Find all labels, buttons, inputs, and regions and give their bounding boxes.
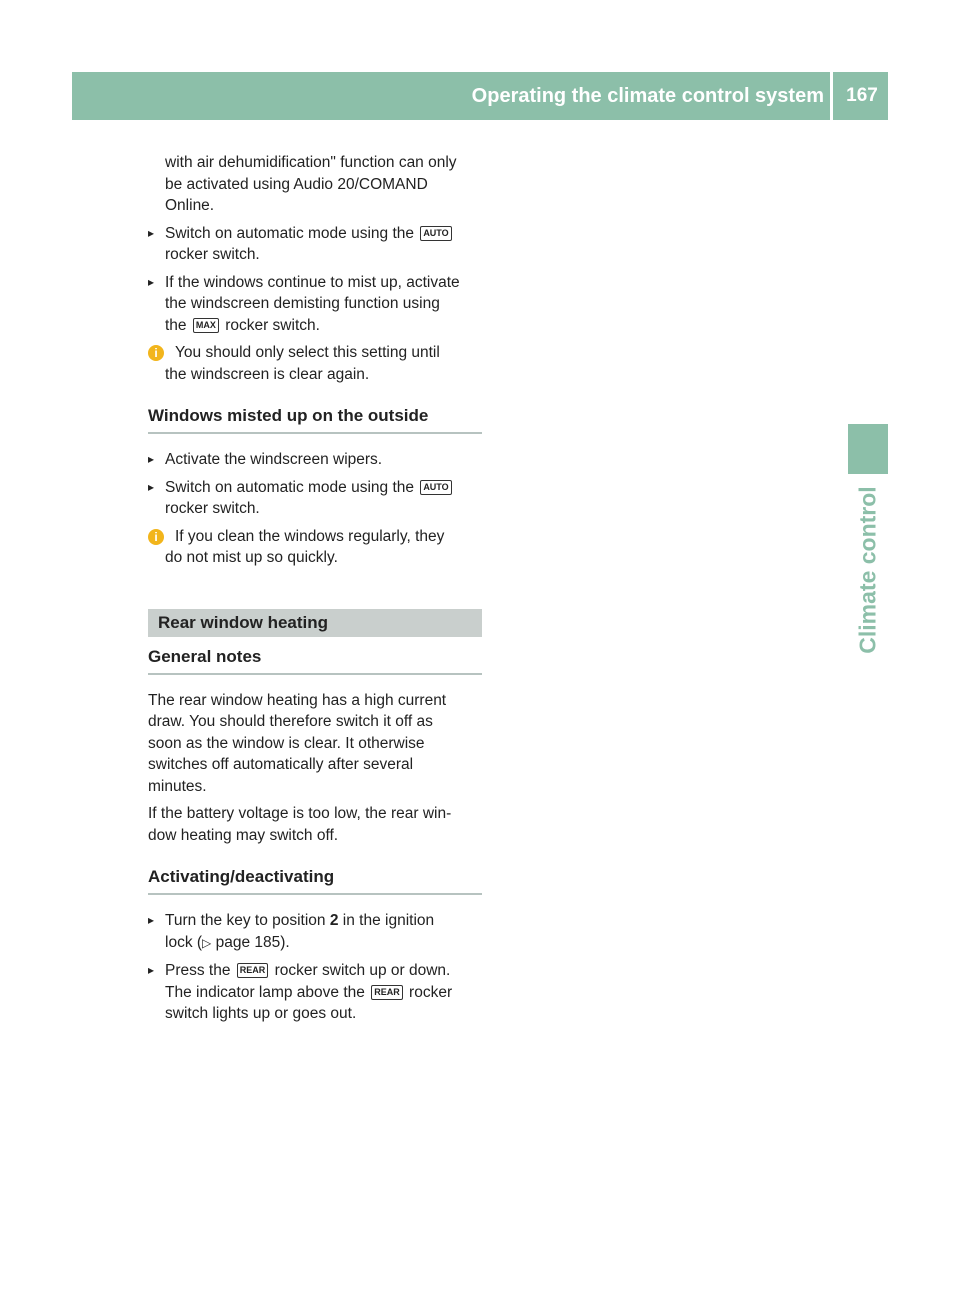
info-icon: i (148, 529, 164, 545)
page-ref-link[interactable]: page 185). (215, 933, 290, 951)
header-divider (830, 72, 833, 120)
page-header-title: Operating the climate control system (471, 85, 824, 107)
step-rear-switch: ▸ Press the REAR rocker switch up or down. The indicator lamp above the REAR rocker switch lights up or goes out. (148, 962, 453, 1022)
page-number: 167 (846, 85, 878, 106)
step-ignition: ▸ Turn the key to position 2 in the ignition lock (▷ page 185). (148, 912, 435, 951)
step-wipers: ▸ Activate the windscreen wipers. (148, 449, 482, 471)
rear-defrost-icon: REAR (237, 963, 269, 978)
rear-defrost-icon: REAR (371, 985, 403, 1000)
step-demisting: ▸ If the windows continue to mist up, activate the windscreen demisting function using the MAX rocker switch. (148, 273, 460, 334)
arrow-icon: ▸ (148, 274, 155, 289)
step-auto-mode-2: ▸ Switch on automatic mode using the AUTO rocker switch. (148, 477, 482, 520)
section-title-rear-heating: Rear window heating (148, 609, 482, 637)
arrow-icon: ▸ (148, 963, 155, 977)
auto-icon: AUTO (420, 480, 451, 495)
info-note-2: i If you clean the windows regularly, they do not mist up so quickly. (148, 526, 482, 569)
heading-general-notes: General notes (148, 646, 482, 675)
heading-activating: Activating/deactivating (148, 866, 482, 895)
side-tab-label: Climate control (854, 486, 881, 654)
auto-icon: AUTO (420, 226, 451, 241)
paragraph-general-2: If the battery voltage is too low, the rear win- dow heating may switch off. (148, 805, 452, 844)
page-ref-icon: ▷ (202, 935, 212, 950)
arrow-icon: ▸ (148, 913, 155, 927)
main-column (148, 152, 482, 1025)
arrow-icon: ▸ (148, 479, 155, 494)
heading-outside: Windows misted up on the outside (148, 405, 482, 434)
arrow-icon: ▸ (148, 225, 155, 240)
arrow-icon: ▸ (148, 452, 155, 466)
step-auto-mode: ▸ Switch on automatic mode using the AUTO rocker switch. (148, 223, 482, 266)
info-note-1: i You should only select this setting until the windscreen is clear again. (148, 342, 482, 385)
max-defrost-icon: MAX (193, 318, 219, 333)
paragraph-general-1: The rear window heating has a high current draw. You should therefore switch it off as soon as the window is clear. It otherwise switches off automatically after several minutes. (148, 691, 447, 795)
intro-continuation: with air dehumidification" function can only be activated using Audio 20/COMAND Online. (165, 154, 457, 214)
side-tab-marker (848, 424, 888, 474)
info-icon: i (148, 345, 164, 361)
